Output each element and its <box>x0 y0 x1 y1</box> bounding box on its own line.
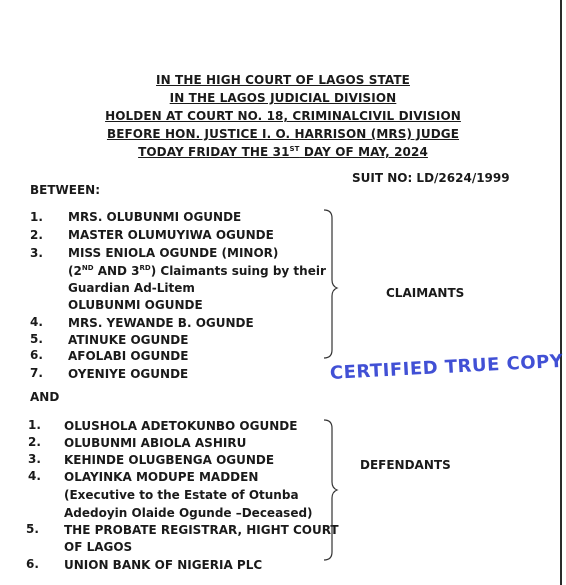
claimant-name: AFOLABI OGUNDE <box>68 349 189 363</box>
defendant-name: OLUSHOLA ADETOKUNBO OGUNDE <box>64 419 298 433</box>
certified-stamp: CERTIFIED TRUE COPY <box>329 350 564 384</box>
defendant-note: Adedoyin Olaide Ogunde –Deceased) <box>64 506 313 520</box>
court-number: HOLDEN AT COURT NO. 18, CRIMINALCIVIL DIVISION <box>105 109 461 123</box>
defendants-brace <box>322 418 342 562</box>
defendant-name: OLAYINKA MODUPE MADDEN <box>64 470 259 484</box>
defendant-name: UNION BANK OF NIGERIA PLC <box>64 558 263 572</box>
claimant-number: 5. <box>30 332 43 346</box>
court-title: IN THE HIGH COURT OF LAGOS STATE <box>156 73 410 87</box>
defendant-number: 3. <box>28 452 41 466</box>
page-edge-line <box>560 0 562 585</box>
claimants-label: CLAIMANTS <box>386 286 465 300</box>
claimant-number: 3. <box>30 246 43 260</box>
suit-number: SUIT NO: LD/2624/1999 <box>352 171 510 185</box>
claimant-name: MRS. YEWANDE B. OGUNDE <box>68 316 254 330</box>
claimant-number: 1. <box>30 210 43 224</box>
claimants-brace <box>322 208 342 360</box>
judge-line: BEFORE HON. JUSTICE I. O. HARRISON (MRS) JUDGE <box>106 127 460 141</box>
claimant-name: MISS ENIOLA OGUNDE (MINOR) <box>68 246 279 260</box>
claimant-name: MRS. OLUBUNMI OGUNDE <box>68 210 242 224</box>
claimant-number: 6. <box>30 348 43 362</box>
claimant-note: OLUBUNMI OGUNDE <box>68 298 203 312</box>
between-label: BETWEEN: <box>30 183 101 197</box>
and-label: AND <box>30 390 60 404</box>
claimant-note: (2ND AND 3RD) Claimants suing by their <box>68 264 326 278</box>
defendant-name: OLUBUNMI ABIOLA ASHIRU <box>64 436 247 450</box>
defendant-number: 5. <box>26 522 39 536</box>
date-line: TODAY FRIDAY THE 31ST DAY OF MAY, 2024 <box>138 145 428 159</box>
claimant-number: 4. <box>30 315 43 329</box>
defendant-number: 1. <box>28 418 41 432</box>
claimant-number: 7. <box>30 366 43 380</box>
defendant-number: 6. <box>26 557 39 571</box>
claimant-name: OYENIYE OGUNDE <box>68 367 189 381</box>
claimant-note: Guardian Ad-Litem <box>68 281 195 295</box>
defendant-note: (Executive to the Estate of Otunba <box>64 488 299 502</box>
claimant-number: 2. <box>30 228 43 242</box>
defendant-number: 4. <box>28 469 41 483</box>
claimant-name: ATINUKE OGUNDE <box>68 333 189 347</box>
defendant-number: 2. <box>28 435 41 449</box>
defendants-label: DEFENDANTS <box>360 458 451 472</box>
defendant-note: OF LAGOS <box>64 540 133 554</box>
defendant-name: THE PROBATE REGISTRAR, HIGHT COURT <box>64 523 339 537</box>
judicial-division: IN THE LAGOS JUDICIAL DIVISION <box>169 91 397 105</box>
defendant-name: KEHINDE OLUGBENGA OGUNDE <box>64 453 275 467</box>
claimant-name: MASTER OLUMUYIWA OGUNDE <box>68 228 274 242</box>
